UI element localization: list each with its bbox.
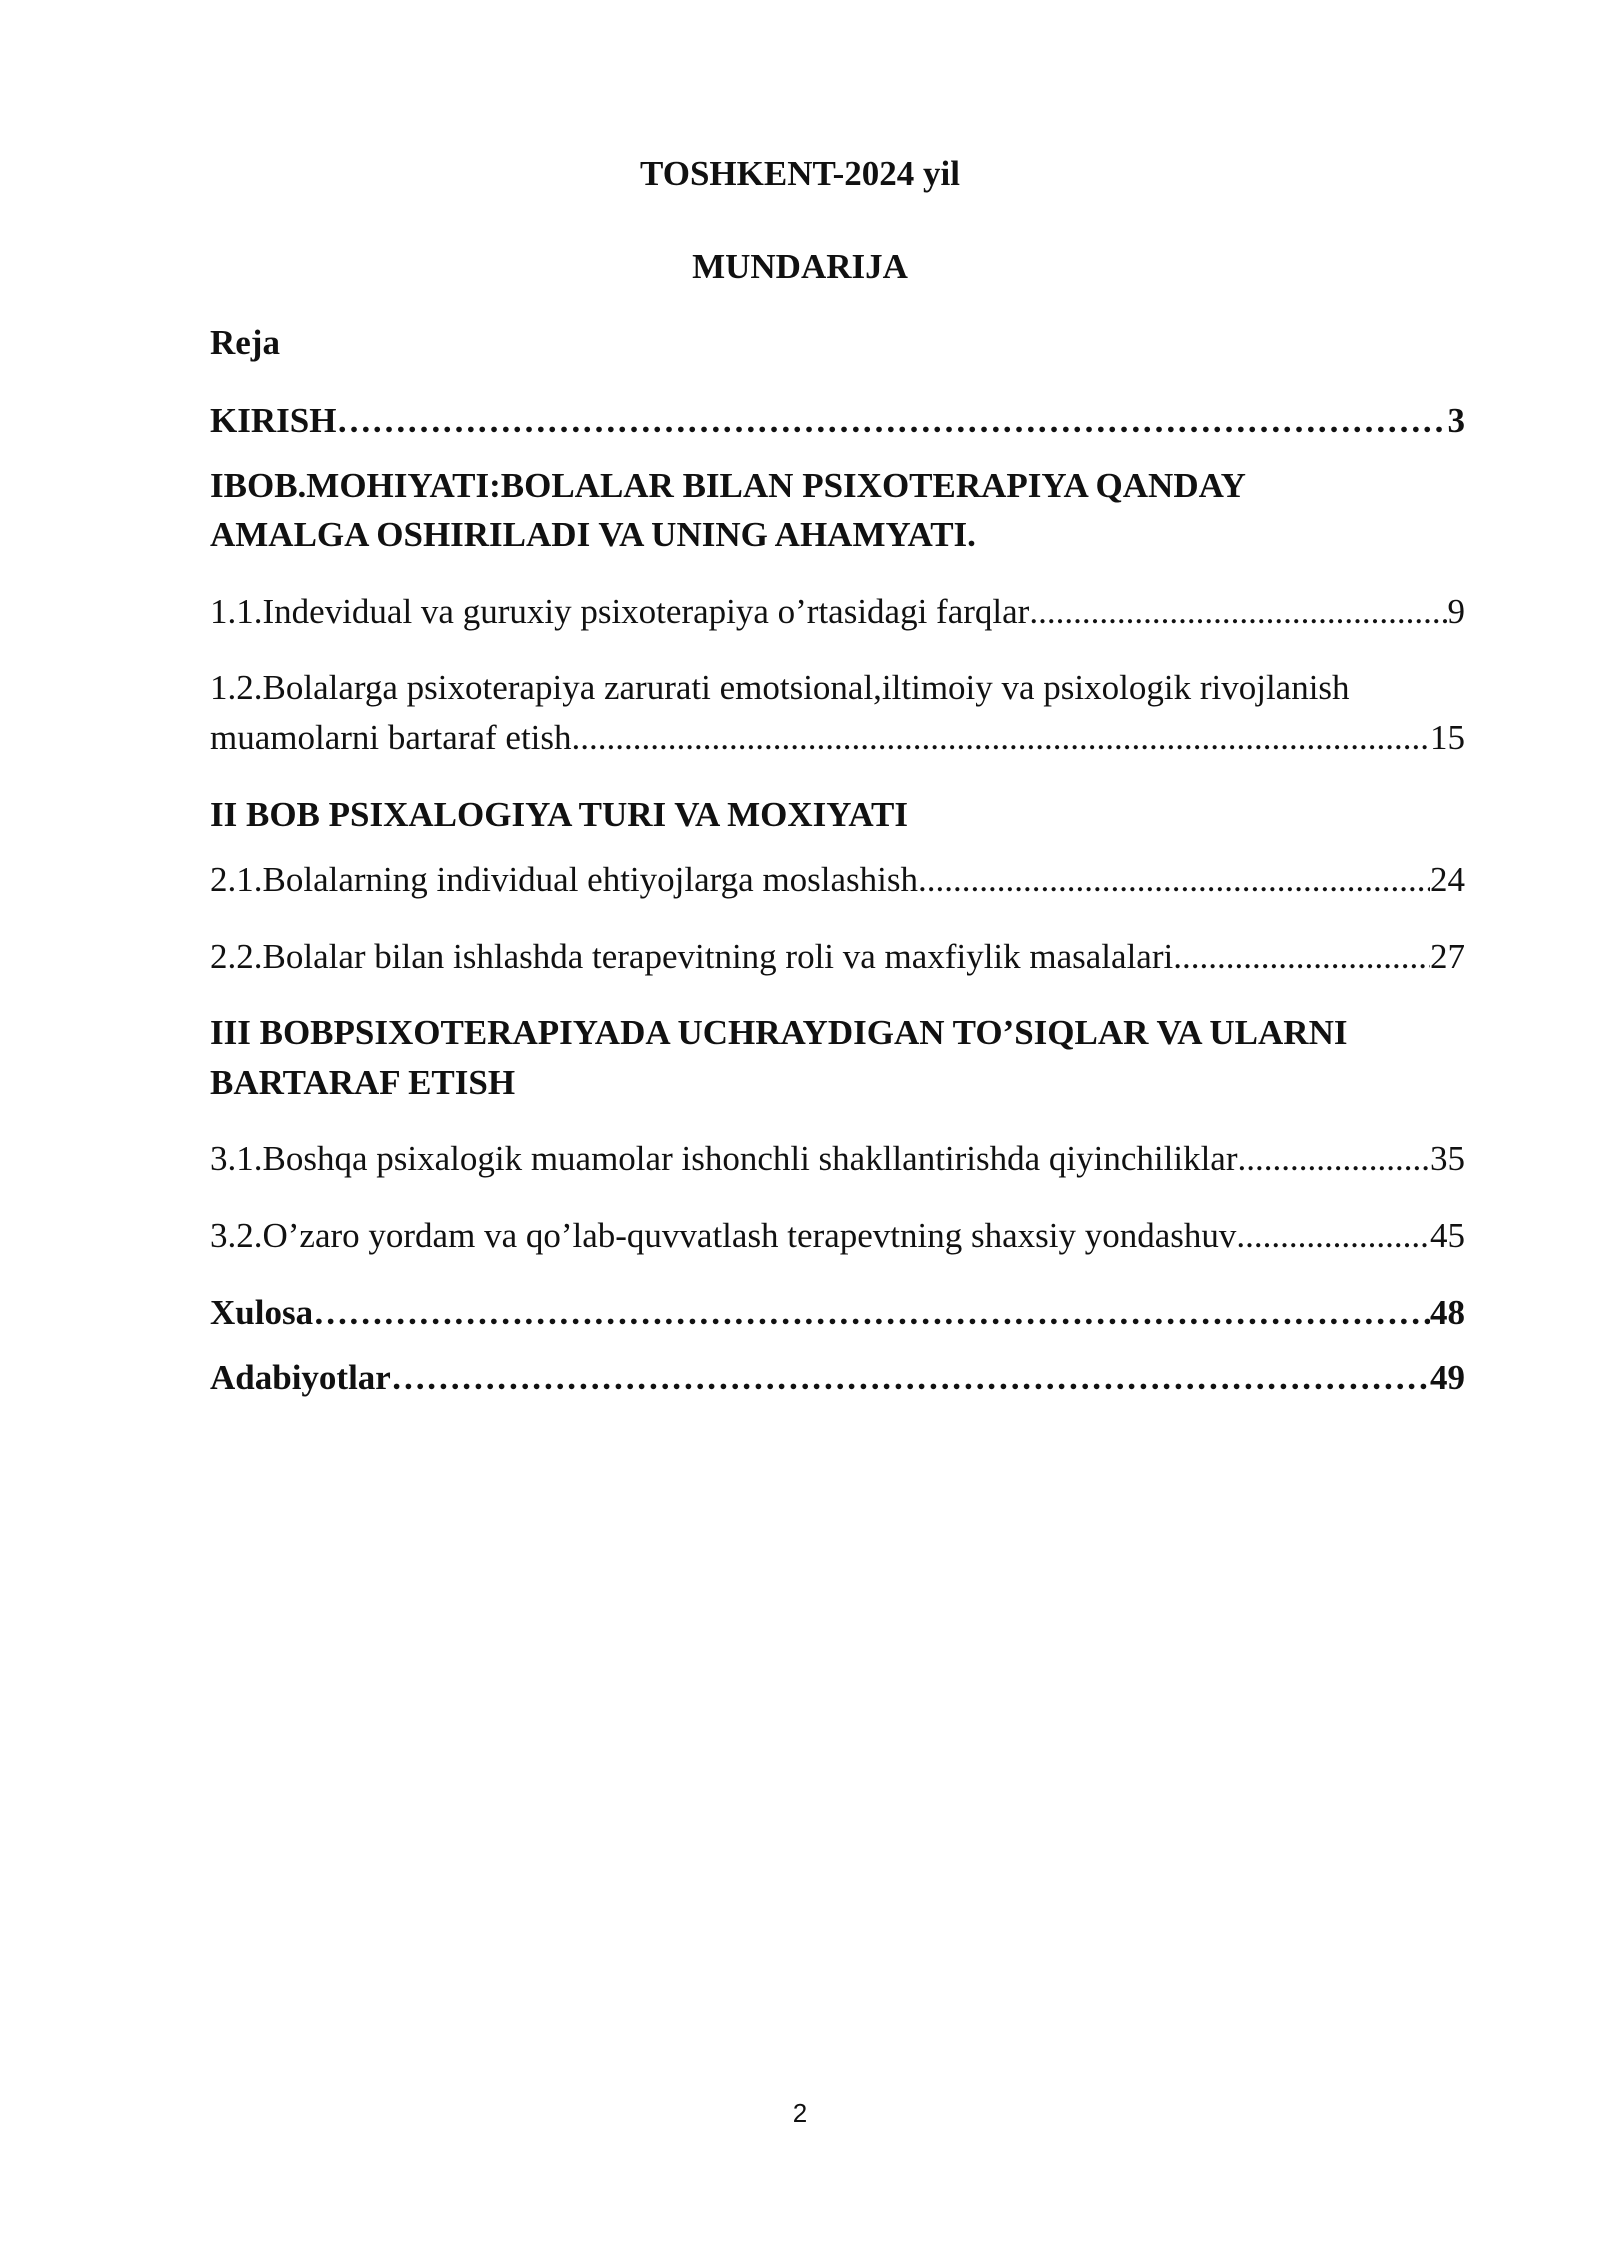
toc-leader-dots bbox=[918, 855, 1430, 905]
page-title: MUNDARIJA bbox=[692, 247, 908, 286]
toc-entry-3-1[interactable] bbox=[210, 1134, 1465, 1184]
toc-entry-label: 1.1.Indevidual va guruxiy psixoterapiya o’rtasidagi farqlar bbox=[210, 592, 1030, 631]
toc-entry-3-2[interactable] bbox=[210, 1211, 1465, 1261]
plan-label: Reja bbox=[210, 323, 280, 362]
toc-leader-dots bbox=[313, 1288, 1430, 1338]
toc-entry-1-2[interactable] bbox=[210, 713, 1465, 763]
toc-entry-intro[interactable] bbox=[210, 396, 1465, 446]
toc-entry-1-1[interactable] bbox=[210, 587, 1465, 637]
toc-page-number: 48 bbox=[1430, 1293, 1465, 1332]
toc-entry-label: Adabiyotlar bbox=[210, 1358, 391, 1397]
toc-entry-1-2-line1[interactable]: 1.2.Bolalarga psixoterapiya zarurati emotsional,iltimoiy va psixologik rivojlanish bbox=[210, 668, 1350, 707]
city-year-heading: TOSHKENT-2024 yil bbox=[640, 154, 960, 193]
toc-entry-label: Xulosa bbox=[210, 1293, 314, 1332]
toc-entry-label: 2.2.Bolalar bilan ishlashda terapevitning roli va maxfiylik masalalari bbox=[210, 937, 1174, 976]
toc-chapter3-line1[interactable]: III BOBPSIXOTERAPIYADA UCHRAYDIGAN TO’SIQLAR VA ULARNI bbox=[210, 1013, 1348, 1052]
toc-entry-conclusion[interactable] bbox=[210, 1288, 1465, 1338]
toc-page-number: 3 bbox=[1447, 401, 1465, 440]
toc-entry-2-2[interactable] bbox=[210, 932, 1465, 982]
toc-chapter3-line2[interactable]: BARTARAF ETISH bbox=[210, 1063, 516, 1102]
toc-entry-2-1[interactable] bbox=[210, 855, 1465, 905]
toc-leader-dots bbox=[1238, 1134, 1431, 1184]
toc-chapter2[interactable]: II BOB PSIXALOGIYA TURI VA MOXIYATI bbox=[210, 795, 908, 834]
toc-leader-dots bbox=[1029, 587, 1447, 637]
toc-entry-references[interactable] bbox=[210, 1353, 1465, 1403]
toc-chapter1-line1[interactable]: IBOB.MOHIYATI:BOLALAR BILAN PSIXOTERAPIYA QANDAY bbox=[210, 466, 1246, 505]
toc-leader-dots bbox=[336, 396, 1447, 446]
toc-page-number: 24 bbox=[1430, 860, 1465, 899]
toc-entry-label: 2.1.Bolalarning individual ehtiyojlarga moslashish bbox=[210, 860, 919, 899]
toc-page-number: 45 bbox=[1430, 1216, 1465, 1255]
toc-leader-dots bbox=[391, 1353, 1430, 1403]
toc-leader-dots bbox=[1236, 1211, 1430, 1261]
toc-entry-label: KIRISH bbox=[210, 401, 337, 440]
toc-page-number: 9 bbox=[1447, 592, 1465, 631]
toc-page-number: 15 bbox=[1430, 718, 1465, 757]
toc-page-number: 49 bbox=[1430, 1358, 1465, 1397]
toc-leader-dots bbox=[1173, 932, 1430, 982]
toc-entry-label: muamolarni bartaraf etish bbox=[210, 718, 572, 757]
toc-page-number: 27 bbox=[1430, 937, 1465, 976]
page-number: 2 bbox=[792, 2098, 808, 2128]
toc-chapter1-line2[interactable]: AMALGA OSHIRILADI VA UNING AHAMYATI. bbox=[210, 515, 976, 554]
toc-entry-label: 3.1.Boshqa psixalogik muamolar ishonchli shakllantirishda qiyinchiliklar bbox=[210, 1139, 1238, 1178]
toc-entry-label: 3.2.O’zaro yordam va qo’lab-quvvatlash terapevtning shaxsiy yondashuv bbox=[210, 1216, 1237, 1255]
toc-page-number: 35 bbox=[1430, 1139, 1465, 1178]
toc-leader-dots bbox=[572, 713, 1430, 763]
